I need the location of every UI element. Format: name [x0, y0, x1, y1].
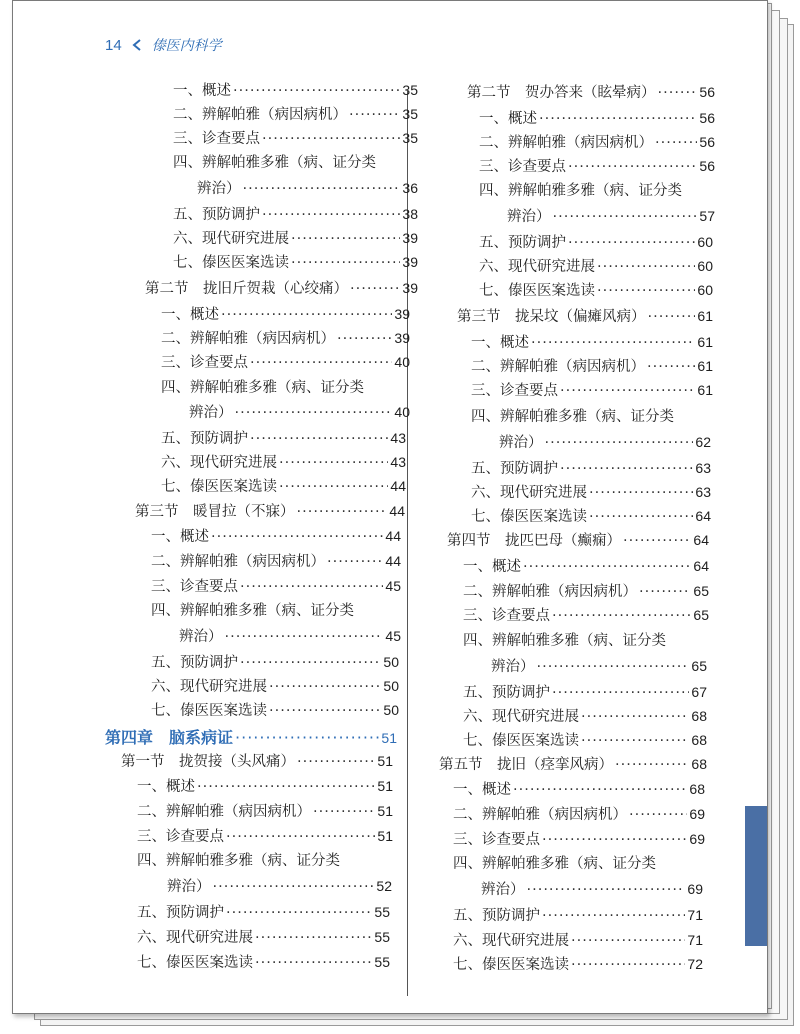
toc-leader-dots — [297, 504, 388, 520]
toc-leader-dots — [291, 231, 400, 247]
toc-leader-dots — [647, 359, 695, 375]
toc-entry-label: 七、傣医医案选读 — [161, 479, 277, 495]
toc-entry-label: 第三节 暖冒拉（不寐） — [135, 504, 295, 520]
toc-leader-dots — [648, 309, 696, 325]
toc-entry-label: 第五节 拢旧（痉挛风病） — [439, 757, 613, 773]
toc-leader-dots — [552, 608, 691, 624]
toc-leader-dots — [560, 461, 693, 477]
book-page — [12, 0, 768, 1014]
toc-entry-label: 三、诊查要点 — [453, 832, 540, 848]
toc-page-number: 69 — [689, 806, 705, 822]
toc-page-number: 63 — [695, 460, 711, 476]
toc-entry-label: 辨治） — [167, 879, 211, 895]
toc-leader-dots — [262, 207, 400, 223]
toc-leader-dots — [597, 259, 695, 275]
toc-page-number: 69 — [687, 881, 703, 897]
toc-leader-dots — [658, 85, 698, 101]
toc-page-number: 56 — [699, 110, 715, 126]
toc-entry-label: 辨治） — [189, 405, 233, 421]
toc-page-number: 55 — [374, 929, 390, 945]
toc-leader-dots — [269, 703, 381, 719]
toc-entry — [471, 379, 713, 400]
toc-entry-label: 三、诊查要点 — [471, 383, 558, 399]
toc-leader-dots — [213, 879, 375, 895]
toc-leader-dots — [655, 135, 697, 151]
toc-entry — [173, 227, 418, 248]
toc-entry — [161, 327, 410, 348]
toc-entry — [471, 505, 711, 526]
toc-leader-dots — [250, 355, 392, 371]
toc-entry — [173, 103, 418, 124]
toc-entry — [151, 575, 401, 596]
toc-leader-dots — [221, 307, 392, 323]
toc-leader-dots — [568, 235, 695, 251]
toc-leader-dots — [225, 629, 384, 645]
toc-entry-label: 一、概述 — [471, 335, 529, 351]
toc-entry-label: 第二节 拢旧斤贺栽（心绞痛） — [145, 281, 348, 297]
toc-entry — [471, 481, 711, 502]
toc-page-number: 62 — [695, 434, 711, 450]
toc-page-number: 61 — [697, 334, 713, 350]
toc-entry-label: 二、辨解帕雅（病因病机） — [471, 359, 645, 375]
toc-entry — [151, 550, 401, 571]
toc-chapter-entry — [105, 725, 397, 748]
toc-entry-label: 四、辨解帕雅多雅（病、证分类 — [161, 380, 364, 396]
toc-page-number: 61 — [697, 308, 713, 324]
toc-page-number: 57 — [699, 208, 715, 224]
toc-page-number: 69 — [689, 831, 705, 847]
toc-leader-dots — [571, 957, 685, 973]
toc-leader-dots — [560, 383, 695, 399]
toc-page-number: 64 — [693, 532, 709, 548]
toc-entry-label: 一、概述 — [173, 83, 231, 99]
toc-entry — [151, 699, 399, 720]
toc-leader-dots — [589, 509, 693, 525]
toc-entry — [167, 875, 392, 896]
toc-entry-label: 二、辨解帕雅（病因病机） — [479, 135, 653, 151]
toc-entry — [137, 825, 393, 846]
toc-entry-label: 一、概述 — [161, 307, 219, 323]
toc-leader-dots — [350, 281, 400, 297]
toc-entry — [463, 604, 709, 625]
toc-entry — [481, 878, 703, 899]
toc-page-number: 65 — [693, 607, 709, 623]
toc-section-entry — [145, 277, 418, 298]
toc-leader-dots — [531, 335, 695, 351]
toc-page-number: 72 — [687, 956, 703, 972]
toc-leader-dots — [250, 431, 388, 447]
toc-entry-label: 六、现代研究进展 — [453, 933, 569, 949]
toc-entry — [463, 705, 707, 726]
toc-page-number: 51 — [377, 803, 393, 819]
toc-entry — [479, 231, 713, 252]
toc-entry-label: 六、现代研究进展 — [151, 679, 267, 695]
toc-leader-dots — [523, 559, 691, 575]
toc-page-number: 65 — [693, 583, 709, 599]
toc-leader-dots — [337, 331, 392, 347]
toc-page-number: 39 — [402, 254, 418, 270]
toc-entry-label: 一、概述 — [479, 111, 537, 127]
toc-page-number: 55 — [374, 954, 390, 970]
toc-entry-label: 一、概述 — [453, 782, 511, 798]
toc-entry — [507, 205, 715, 226]
toc-entry-label: 辨治） — [507, 209, 551, 225]
toc-leader-dots — [235, 405, 393, 421]
toc-page-number: 50 — [383, 654, 399, 670]
toc-entry — [463, 681, 707, 702]
page-number: 14 — [105, 36, 122, 54]
toc-entry-label: 七、傣医医案选读 — [137, 955, 253, 971]
toc-entry-label: 六、现代研究进展 — [471, 485, 587, 501]
toc-leader-dots — [291, 255, 400, 271]
toc-page-number: 68 — [691, 708, 707, 724]
toc-entry-label: 三、诊查要点 — [463, 608, 550, 624]
toc-leader-dots — [240, 655, 381, 671]
toc-entry-label: 七、傣医医案选读 — [173, 255, 289, 271]
toc-entry-label: 第二节 贺办答来（眩晕病） — [467, 85, 656, 101]
toc-entry — [173, 127, 418, 148]
toc-leader-dots — [539, 111, 697, 127]
toc-page-number: 52 — [376, 878, 392, 894]
toc-entry-label: 二、辨解帕雅（病因病机） — [463, 584, 637, 600]
toc-entry — [161, 475, 406, 496]
toc-entry-label: 辨治） — [499, 435, 543, 451]
toc-entry — [137, 901, 390, 922]
toc-leader-dots — [211, 529, 383, 545]
toc-entry-label: 辨治） — [481, 882, 525, 898]
running-header — [105, 35, 222, 55]
toc-entry-label: 三、诊查要点 — [479, 159, 566, 175]
toc-leader-dots — [269, 679, 381, 695]
toc-entry-label: 五、预防调护 — [463, 685, 550, 701]
toc-entry-label: 三、诊查要点 — [173, 131, 260, 147]
toc-entry-label: 三、诊查要点 — [137, 829, 224, 845]
toc-section-entry — [121, 750, 393, 771]
toc-entry — [151, 525, 401, 546]
toc-entry-label: 辨治） — [179, 629, 223, 645]
toc-entry-label: 四、辨解帕雅多雅（病、证分类 — [137, 853, 340, 869]
toc-page-number: 71 — [687, 907, 703, 923]
toc-entry — [137, 849, 340, 870]
toc-page-number: 71 — [687, 932, 703, 948]
toc-page-number: 63 — [695, 484, 711, 500]
toc-leader-dots — [226, 829, 375, 845]
toc-page-number: 44 — [385, 528, 401, 544]
toc-entry-label: 六、现代研究进展 — [173, 231, 289, 247]
toc-leader-dots — [553, 209, 698, 225]
toc-leader-dots — [197, 779, 375, 795]
toc-page-number: 60 — [697, 234, 713, 250]
toc-page-number: 51 — [377, 828, 393, 844]
toc-entry — [453, 852, 656, 873]
toc-section-entry — [135, 500, 405, 521]
toc-entry — [479, 131, 715, 152]
toc-entry-label: 四、辨解帕雅多雅（病、证分类 — [151, 603, 354, 619]
toc-entry — [471, 331, 713, 352]
toc-leader-dots — [542, 832, 687, 848]
toc-leader-dots — [537, 659, 690, 675]
toc-entry — [151, 675, 399, 696]
toc-page-number: 56 — [699, 84, 715, 100]
toc-entry — [161, 376, 364, 397]
toc-entry-label: 一、概述 — [463, 559, 521, 575]
toc-entry-label: 七、傣医医案选读 — [463, 733, 579, 749]
toc-section-entry — [447, 529, 709, 550]
toc-page-number: 35 — [402, 106, 418, 122]
toc-entry-label: 五、预防调护 — [453, 908, 540, 924]
toc-page-number: 40 — [394, 354, 410, 370]
toc-page-number: 56 — [699, 158, 715, 174]
toc-page-number: 50 — [383, 678, 399, 694]
toc-page-number: 64 — [695, 508, 711, 524]
toc-page-number: 43 — [390, 454, 406, 470]
toc-page-number: 39 — [402, 230, 418, 246]
toc-leader-dots — [623, 533, 691, 549]
toc-entry — [137, 951, 390, 972]
toc-entry-label: 六、现代研究进展 — [161, 455, 277, 471]
toc-leader-dots — [255, 955, 372, 971]
toc-leader-dots — [243, 181, 401, 197]
toc-entry — [479, 155, 715, 176]
toc-page-number: 40 — [394, 404, 410, 420]
toc-page-number: 43 — [390, 430, 406, 446]
toc-leader-dots — [552, 685, 689, 701]
toc-entry — [463, 729, 707, 750]
toc-entry-label: 一、概述 — [137, 779, 195, 795]
toc-entry-label: 二、辨解帕雅（病因病机） — [151, 554, 325, 570]
toc-leader-dots — [581, 733, 689, 749]
toc-entry-label: 四、辨解帕雅多雅（病、证分类 — [453, 856, 656, 872]
toc-entry-label: 七、傣医医案选读 — [471, 509, 587, 525]
toc-entry-label: 四、辨解帕雅多雅（病、证分类 — [471, 409, 674, 425]
toc-page-number: 56 — [699, 134, 715, 150]
toc-entry-label: 五、预防调护 — [479, 235, 566, 251]
toc-leader-dots — [615, 757, 689, 773]
toc-entry — [189, 401, 410, 422]
toc-page-number: 35 — [402, 82, 418, 98]
toc-entry — [453, 904, 703, 925]
toc-page-number: 61 — [697, 382, 713, 398]
toc-entry — [471, 405, 674, 426]
toc-leader-dots — [597, 283, 695, 299]
toc-page-number: 68 — [691, 756, 707, 772]
toc-leader-dots — [297, 754, 375, 770]
toc-entry — [453, 828, 705, 849]
toc-entry-label: 六、现代研究进展 — [463, 709, 579, 725]
toc-entry-label: 五、预防调护 — [471, 461, 558, 477]
toc-entry — [479, 107, 715, 128]
toc-leader-dots — [226, 905, 372, 921]
toc-page-number: 68 — [689, 781, 705, 797]
toc-entry-label: 五、预防调护 — [173, 207, 260, 223]
toc-page-number: 39 — [402, 280, 418, 296]
toc-leader-dots — [255, 930, 372, 946]
toc-page-number: 51 — [377, 778, 393, 794]
toc-entry — [173, 203, 418, 224]
toc-page-number: 50 — [383, 702, 399, 718]
toc-section-entry — [467, 81, 715, 102]
toc-leader-dots — [279, 479, 388, 495]
toc-entry — [499, 431, 711, 452]
toc-page-number: 65 — [691, 658, 707, 674]
toc-entry — [479, 179, 682, 200]
toc-entry — [137, 926, 390, 947]
toc-page-number: 51 — [381, 730, 397, 746]
toc-leader-dots — [629, 807, 687, 823]
toc-entry-label: 辨治） — [491, 659, 535, 675]
toc-page-number: 44 — [390, 478, 406, 494]
toc-entry-label: 二、辨解帕雅（病因病机） — [137, 804, 311, 820]
toc-entry-label: 五、预防调护 — [137, 905, 224, 921]
page-edge-tab — [745, 806, 767, 946]
toc-entry — [453, 778, 705, 799]
toc-leader-dots — [571, 933, 685, 949]
toc-leader-dots — [262, 131, 400, 147]
toc-entry — [179, 625, 401, 646]
arrow-left-icon — [130, 38, 144, 52]
toc-entry-label: 第一节 拢贺接（头风痛） — [121, 754, 295, 770]
toc-entry-label: 四、辨解帕雅多雅（病、证分类 — [479, 183, 682, 199]
toc-entry-label: 二、辨解帕雅（病因病机） — [453, 807, 627, 823]
toc-leader-dots — [349, 107, 400, 123]
toc-page-number: 45 — [385, 578, 401, 594]
toc-entry — [137, 775, 393, 796]
toc-entry — [453, 953, 703, 974]
toc-entry — [173, 251, 418, 272]
toc-entry — [453, 803, 705, 824]
toc-page-number: 35 — [402, 130, 418, 146]
toc-leader-dots — [313, 804, 375, 820]
toc-entry-label: 五、预防调护 — [161, 431, 248, 447]
toc-entry — [463, 629, 666, 650]
toc-entry-label: 一、概述 — [151, 529, 209, 545]
toc-page-number: 67 — [691, 684, 707, 700]
toc-page-number: 60 — [697, 258, 713, 274]
toc-page-number: 39 — [394, 306, 410, 322]
toc-entry — [151, 599, 354, 620]
toc-entry — [197, 177, 418, 198]
toc-entry-label: 第四章 脑系病证 — [105, 728, 234, 747]
toc-leader-dots — [639, 584, 691, 600]
toc-entry-label: 七、傣医医案选读 — [151, 703, 267, 719]
toc-entry-label: 三、诊查要点 — [161, 355, 248, 371]
toc-leader-dots — [542, 908, 685, 924]
toc-entry — [491, 655, 707, 676]
toc-leader-dots — [327, 554, 383, 570]
toc-entry-label: 二、辨解帕雅（病因病机） — [173, 107, 347, 123]
toc-leader-dots — [235, 728, 379, 747]
toc-entry — [161, 451, 406, 472]
toc-entry — [471, 355, 713, 376]
toc-page-number: 60 — [697, 282, 713, 298]
toc-page-number: 51 — [377, 753, 393, 769]
toc-entry-label: 第三节 拢呆坟（偏瘫风病） — [457, 309, 646, 325]
toc-entry-label: 六、现代研究进展 — [479, 259, 595, 275]
toc-entry — [471, 457, 711, 478]
toc-page-number: 38 — [402, 206, 418, 222]
toc-entry — [463, 580, 709, 601]
toc-page-number: 44 — [389, 503, 405, 519]
toc-leader-dots — [279, 455, 388, 471]
toc-entry — [173, 151, 376, 172]
toc-page-number: 44 — [385, 553, 401, 569]
toc-entry — [161, 303, 410, 324]
toc-entry — [137, 800, 393, 821]
toc-entry-label: 二、辨解帕雅（病因病机） — [161, 331, 335, 347]
toc-leader-dots — [527, 882, 686, 898]
toc-entry-label: 七、傣医医案选读 — [453, 957, 569, 973]
toc-entry-label: 六、现代研究进展 — [137, 930, 253, 946]
toc-entry-label: 五、预防调护 — [151, 655, 238, 671]
toc-entry — [453, 929, 703, 950]
toc-entry-label: 辨治） — [197, 181, 241, 197]
toc-leader-dots — [589, 485, 693, 501]
toc-entry-label: 四、辨解帕雅多雅（病、证分类 — [173, 155, 376, 171]
toc-entry — [161, 351, 410, 372]
toc-entry-label: 七、傣医医案选读 — [479, 283, 595, 299]
toc-page-number: 64 — [693, 558, 709, 574]
toc-entry-label: 三、诊查要点 — [151, 579, 238, 595]
toc-section-entry — [439, 753, 707, 774]
toc-leader-dots — [233, 83, 400, 99]
toc-entry-label: 四、辨解帕雅多雅（病、证分类 — [463, 633, 666, 649]
toc-entry — [479, 279, 713, 300]
toc-entry — [173, 79, 418, 100]
toc-page-number: 39 — [394, 330, 410, 346]
toc-leader-dots — [240, 579, 383, 595]
toc-entry — [463, 555, 709, 576]
toc-entry-label: 第四节 拢匹巴母（癫痫） — [447, 533, 621, 549]
toc-leader-dots — [568, 159, 697, 175]
book-title: 傣医内科学 — [151, 38, 222, 54]
toc-section-entry — [457, 305, 713, 326]
toc-page-number: 36 — [402, 180, 418, 196]
toc-leader-dots — [545, 435, 694, 451]
toc-page-number: 55 — [374, 904, 390, 920]
toc-page-number: 68 — [691, 732, 707, 748]
toc-leader-dots — [581, 709, 689, 725]
toc-entry — [479, 255, 713, 276]
toc-entry — [161, 427, 406, 448]
toc-entry — [151, 651, 399, 672]
toc-page-number: 61 — [697, 358, 713, 374]
toc-page-number: 45 — [385, 628, 401, 644]
toc-leader-dots — [513, 782, 687, 798]
